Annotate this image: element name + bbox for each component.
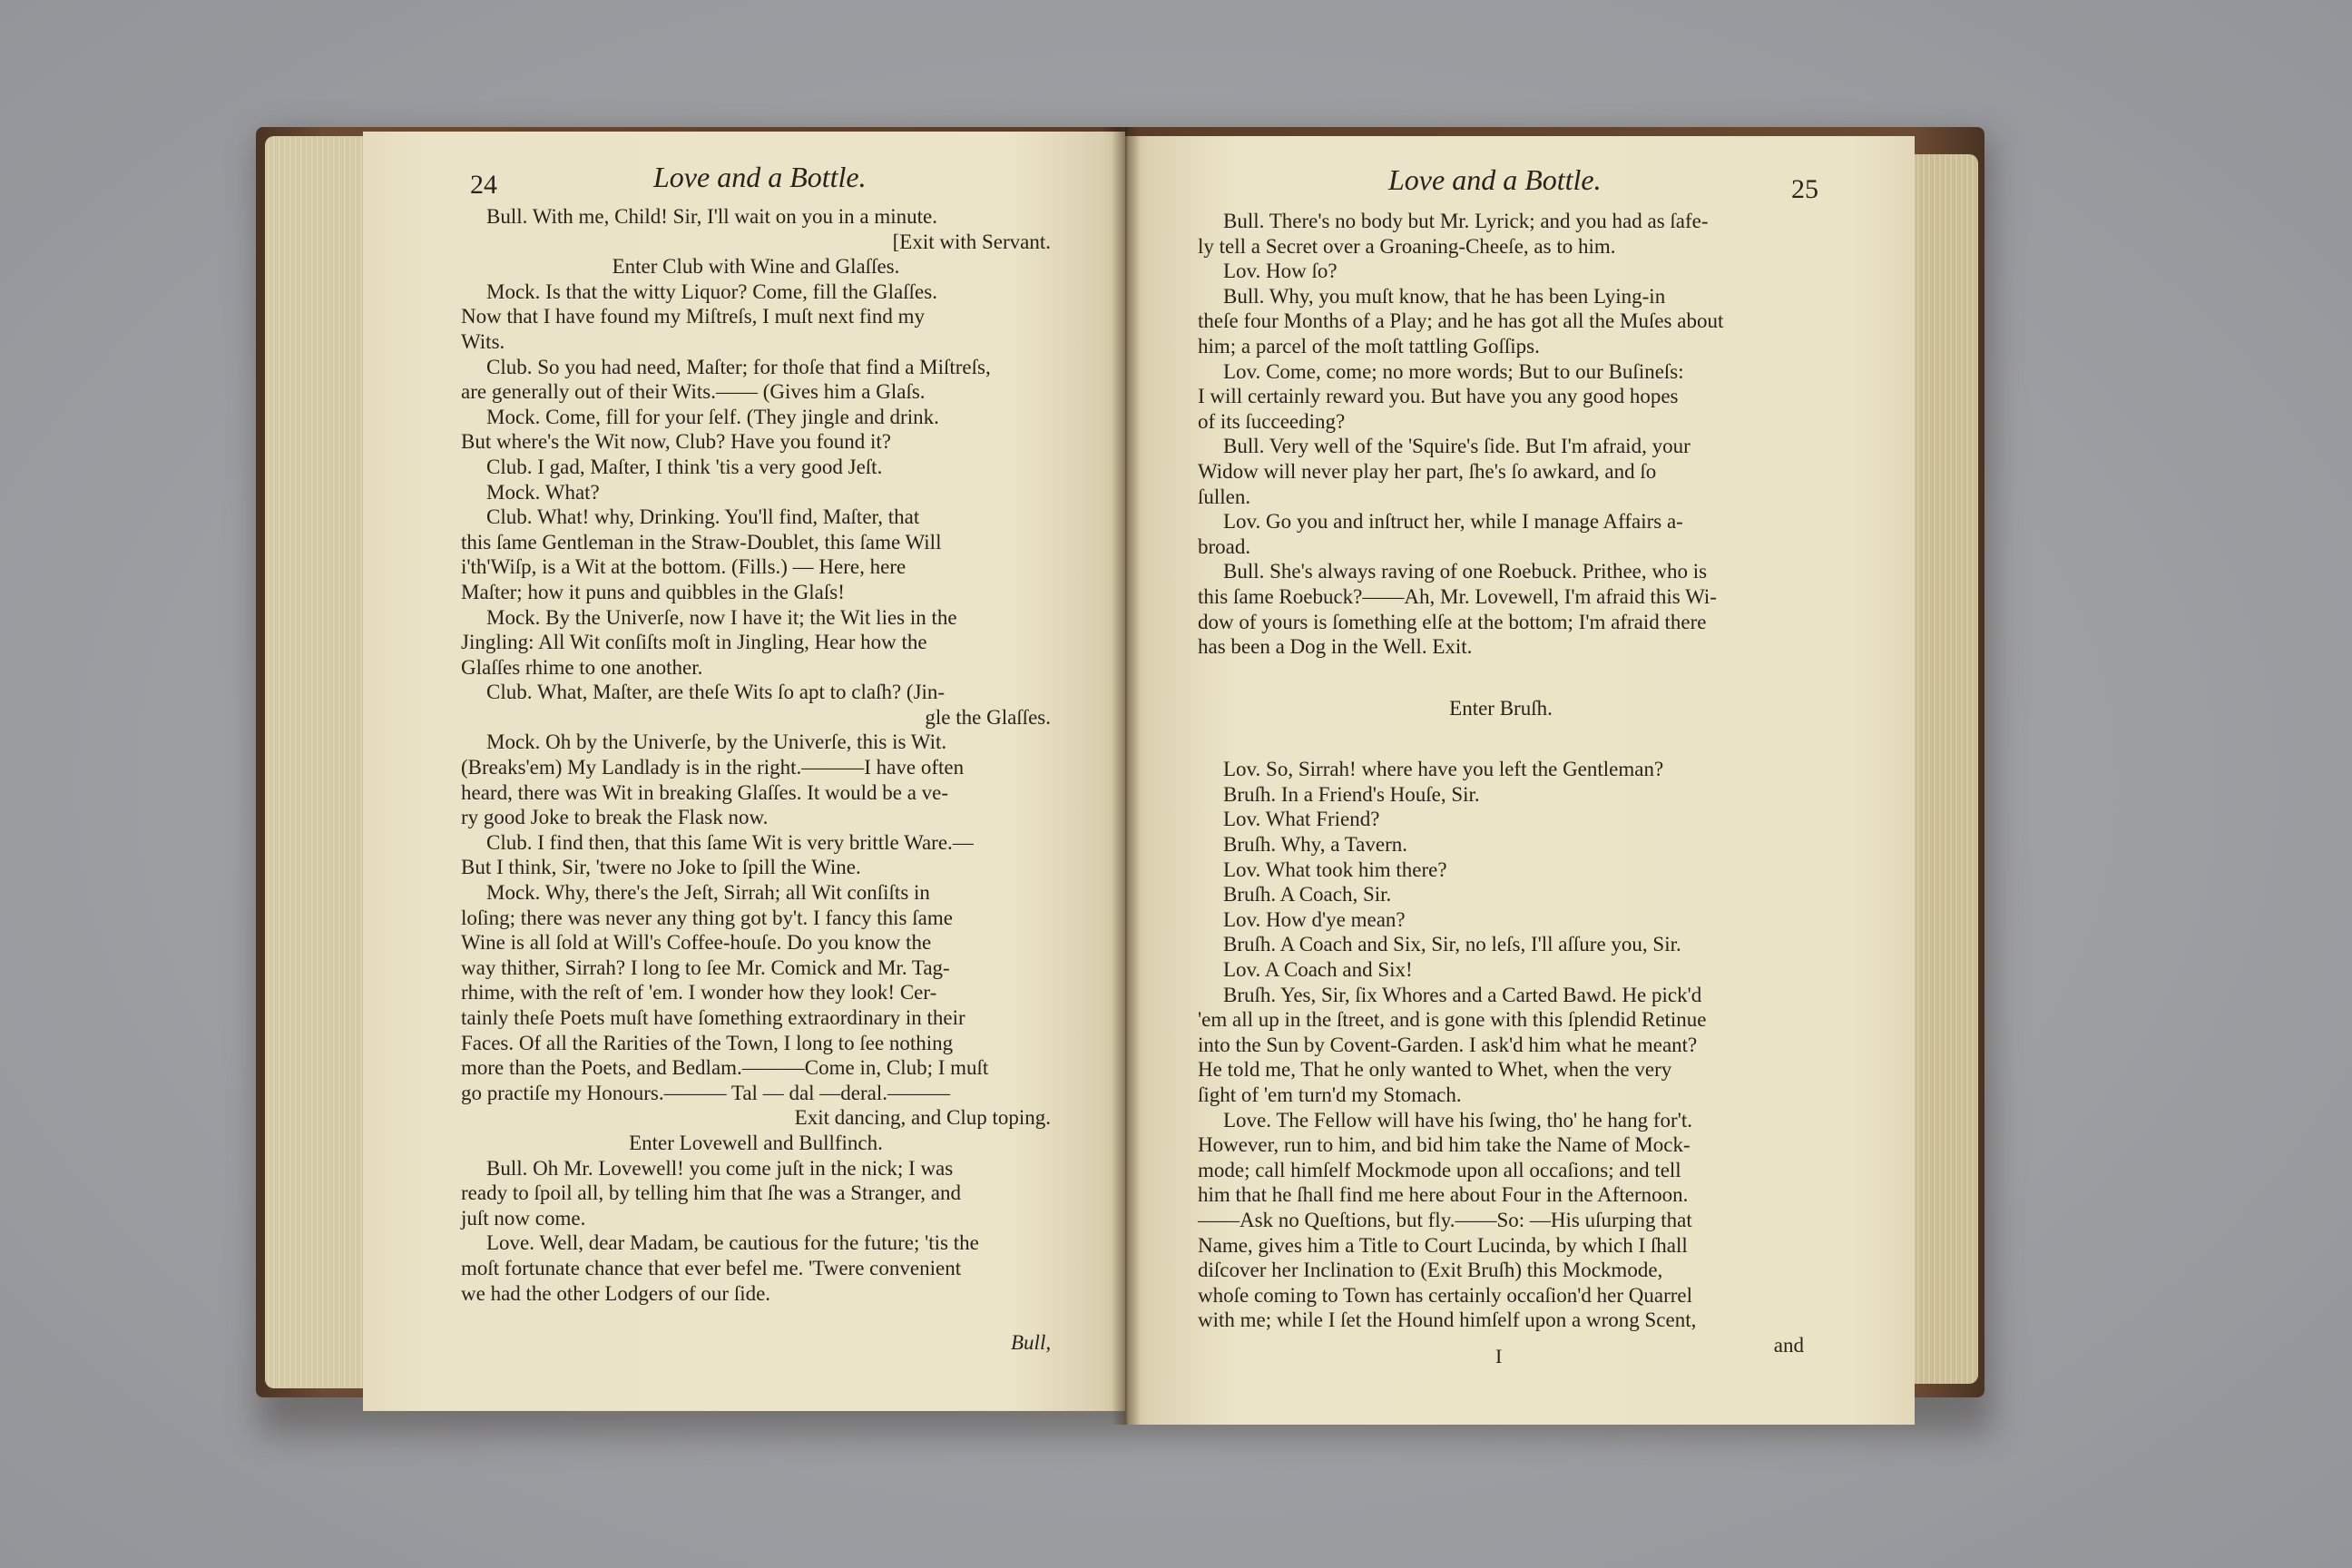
- text-line: heard, there was Wit in breaking Glaſſes. It would be a ve-: [461, 780, 949, 804]
- text-line: Mock. Is that the witty Liquor? Come, fill the Glaſſes.: [486, 279, 937, 303]
- text-line: and: [1773, 1333, 1804, 1357]
- text-line: Club. What, Maſter, are theſe Wits ſo apt to claſh? (Jin-: [486, 681, 946, 704]
- text-line: him that he ſhall find me here about Four in the Afternoon.: [1198, 1183, 1689, 1207]
- text-line: ſight of 'em turn'd my Stomach.: [1198, 1083, 1462, 1106]
- text-line: He told me, That he only wanted to Whet, when the very: [1198, 1058, 1672, 1082]
- text-line: Lov. So, Sirrah! where have you left the Gentleman?: [1223, 758, 1664, 781]
- text-line: Jingling: All Wit conſiſts moſt in Jingling, Hear how the: [461, 631, 927, 654]
- right-page-text: [1198, 209, 1804, 1358]
- page-number: 25: [1791, 174, 1818, 204]
- text-line: Bull. Oh Mr. Lovewell! you come juſt in the nick; I was: [486, 1156, 954, 1180]
- signature-mark: I: [1495, 1345, 1503, 1367]
- text-line: Bull. There's no body but Mr. Lyrick; and you had as ſafe-: [1223, 210, 1709, 232]
- text-line: Bruſh. In a Friend's Houſe, Sir.: [1223, 782, 1480, 806]
- text-line: whoſe coming to Town has certainly occaſion'd her Quarrel: [1198, 1283, 1692, 1307]
- text-line: Lov. Come, come; no more words; But to our Buſineſs:: [1223, 359, 1684, 383]
- text-line: Wine is all ſold at Will's Coffee-houſe. Do you know the: [461, 931, 932, 955]
- text-line: Lov. How d'ye mean?: [1223, 907, 1406, 931]
- text-line: are generally out of their Wits.—— (Gives him a Glaſs.: [461, 380, 926, 404]
- text-line: Club. I find then, that this ſame Wit is very brittle Ware.—: [486, 830, 974, 854]
- text-line: into the Sun by Covent-Garden. I ask'd him what he meant?: [1198, 1033, 1698, 1056]
- text-line: juſt now come.: [461, 1206, 586, 1230]
- text-line: Bruſh. A Coach and Six, Sir, no leſs, I'll aſſure you, Sir.: [1223, 933, 1681, 956]
- text-line: Maſter; how it puns and quibbles in the Glaſs!: [461, 580, 845, 603]
- text-line: Name, gives him a Title to Court Lucinda, by which I ſhall: [1198, 1233, 1688, 1257]
- text-line: has been a Dog in the Well. Exit.: [1198, 635, 1473, 659]
- text-line: tainly theſe Poets muſt have ſomething extraordinary in their: [461, 1006, 965, 1029]
- text-line: Mock. What?: [486, 480, 600, 504]
- text-line: broad.: [1198, 534, 1251, 558]
- text-line: Bruſh. Yes, Sir, ſix Whores and a Carted Bawd. He pick'd: [1223, 983, 1702, 1006]
- text-line: Mock. Why, there's the Jeſt, Sirrah; all Wit conſiſts in: [486, 881, 930, 905]
- text-line: Enter Bruſh.: [1449, 696, 1553, 720]
- text-line: Enter Lovewell and Bullfinch.: [629, 1131, 883, 1154]
- text-line: Bruſh. Why, a Tavern.: [1223, 833, 1408, 857]
- text-line: Mock. Oh by the Univerſe, by the Univerſe, this is Wit.: [486, 730, 947, 754]
- text-line: Lov. Go you and inſtruct her, while I manage Affairs a-: [1223, 510, 1683, 534]
- text-line: Now that I have found my Miſtreſs, I muſt next find my: [461, 305, 926, 328]
- running-title: Love and a Bottle.: [653, 161, 867, 193]
- right-page: [1125, 136, 1915, 1425]
- running-title: Love and a Bottle.: [1388, 163, 1602, 196]
- text-line: Love. Well, dear Madam, be cautious for the future; 'tis the: [486, 1231, 979, 1255]
- text-line: Bruſh. A Coach, Sir.: [1223, 883, 1392, 906]
- text-line: Club. I gad, Maſter, I think 'tis a very good Jeſt.: [486, 455, 883, 478]
- text-line: dow of yours is ſomething elſe at the bottom; I'm afraid there: [1198, 610, 1707, 633]
- text-line: Glaſſes rhime to one another.: [461, 655, 703, 679]
- text-line: of its ſucceeding?: [1198, 409, 1346, 433]
- book-gutter: [1112, 127, 1141, 1425]
- text-line: I will certainly reward you. But have you any good hopes: [1198, 385, 1679, 408]
- text-line: ——Ask no Queſtions, but fly.——So: —His uſurping that: [1198, 1208, 1692, 1231]
- text-line: him; a parcel of the moſt tattling Goſſips.: [1198, 334, 1540, 358]
- text-line: Wits.: [461, 329, 505, 353]
- text-line: Exit dancing, and Clup toping.: [794, 1106, 1051, 1130]
- text-line: [1198, 720, 1804, 757]
- left-page-text: [461, 204, 1051, 1306]
- text-line: this ſame Roebuck?——Ah, Mr. Lovewell, I'm afraid this Wi-: [1198, 584, 1717, 608]
- text-line: But where's the Wit now, Club? Have you found it?: [461, 430, 891, 454]
- text-line: Lov. How ſo?: [1223, 260, 1338, 283]
- right-page-header: [1125, 136, 1915, 209]
- text-line: with me; while I ſet the Hound himſelf upon a wrong Scent,: [1198, 1308, 1697, 1332]
- text-line: theſe four Months of a Play; and he has got all the Muſes about: [1198, 309, 1724, 333]
- text-line: Bull. Very well of the 'Squire's ſide. But I'm afraid, your: [1223, 435, 1690, 458]
- text-line: However, run to him, and bid him take the Name of Mock-: [1198, 1133, 1690, 1157]
- text-line: Club. So you had need, Maſter; for thoſe that find a Miſtreſs,: [486, 355, 991, 378]
- text-line: more than the Poets, and Bedlam.———Come in, Club; I muſt: [461, 1056, 989, 1080]
- text-line: 'em all up in the ſtreet, and is gone with this ſplendid Retinue: [1198, 1008, 1707, 1032]
- text-line: Bull. She's always raving of one Roebuck. Prithee, who is: [1223, 560, 1708, 583]
- text-line: Lov. A Coach and Six!: [1223, 958, 1413, 982]
- text-line: gle the Glaſſes.: [925, 705, 1051, 729]
- text-line: rhime, with the reſt of 'em. I wonder how they look! Cer-: [461, 981, 937, 1004]
- text-line: go practiſe my Honours.——— Tal — dal —deral.———: [461, 1081, 951, 1104]
- text-line: Bull. Why, you muſt know, that he has been Lying-in: [1223, 284, 1666, 308]
- text-line: Bull. With me, Child! Sir, I'll wait on you in a minute.: [486, 205, 937, 228]
- text-line: this ſame Gentleman in the Straw-Doublet, this ſame Will: [461, 530, 942, 554]
- text-line: Lov. What took him there?: [1223, 858, 1447, 881]
- text-line: Mock. Come, fill for your ſelf. (They jingle and drink.: [486, 405, 939, 428]
- text-line: we had the other Lodgers of our ſide.: [461, 1281, 771, 1305]
- text-line: (Breaks'em) My Landlady is in the right.———I have often: [461, 756, 965, 779]
- text-line: [1198, 660, 1804, 696]
- text-line: way thither, Sirrah? I long to ſee Mr. Comick and Mr. Tag-: [461, 956, 950, 979]
- text-line: But I think, Sir, 'twere no Joke to ſpill the Wine.: [461, 856, 861, 879]
- text-line: [Exit with Servant.: [892, 230, 1051, 253]
- text-line: ry good Joke to break the Flask now.: [461, 806, 769, 829]
- text-line: loſing; there was never any thing got by't. I fancy this ſame: [461, 906, 953, 929]
- text-line: ready to ſpoil all, by telling him that ſhe was a Stranger, and: [461, 1181, 961, 1205]
- text-line: Enter Club with Wine and Glaſſes.: [612, 255, 900, 279]
- text-line: ſullen.: [1198, 485, 1251, 508]
- left-page: [363, 132, 1125, 1411]
- text-line: ly tell a Secret over a Groaning-Cheeſe, as to him.: [1198, 234, 1616, 258]
- text-line: Mock. By the Univerſe, now I have it; the Wit lies in the: [486, 605, 957, 629]
- text-line: i'th'Wiſp, is a Wit at the bottom. (Fills.) — Here, here: [461, 555, 906, 579]
- catchword: Bull,: [1011, 1331, 1052, 1354]
- text-line: moſt fortunate chance that ever befel me. 'Twere convenient: [461, 1256, 962, 1279]
- text-line: mode; call himſelf Mockmode upon all occaſions; and tell: [1198, 1158, 1681, 1181]
- text-line: Widow will never play her part, ſhe's ſo awkard, and ſo: [1198, 459, 1657, 483]
- text-line: Club. What! why, Drinking. You'll find, Maſter, that: [486, 505, 920, 529]
- text-line: Faces. Of all the Rarities of the Town, I long to ſee nothing: [461, 1031, 954, 1054]
- left-page-header: [363, 132, 1125, 204]
- page-number: 24: [470, 170, 497, 200]
- text-line: Love. The Fellow will have his ſwing, tho' he hang for't.: [1223, 1108, 1692, 1132]
- text-line: diſcover her Inclination to (Exit Bruſh) this Mockmode,: [1198, 1259, 1663, 1282]
- text-line: Lov. What Friend?: [1223, 808, 1380, 831]
